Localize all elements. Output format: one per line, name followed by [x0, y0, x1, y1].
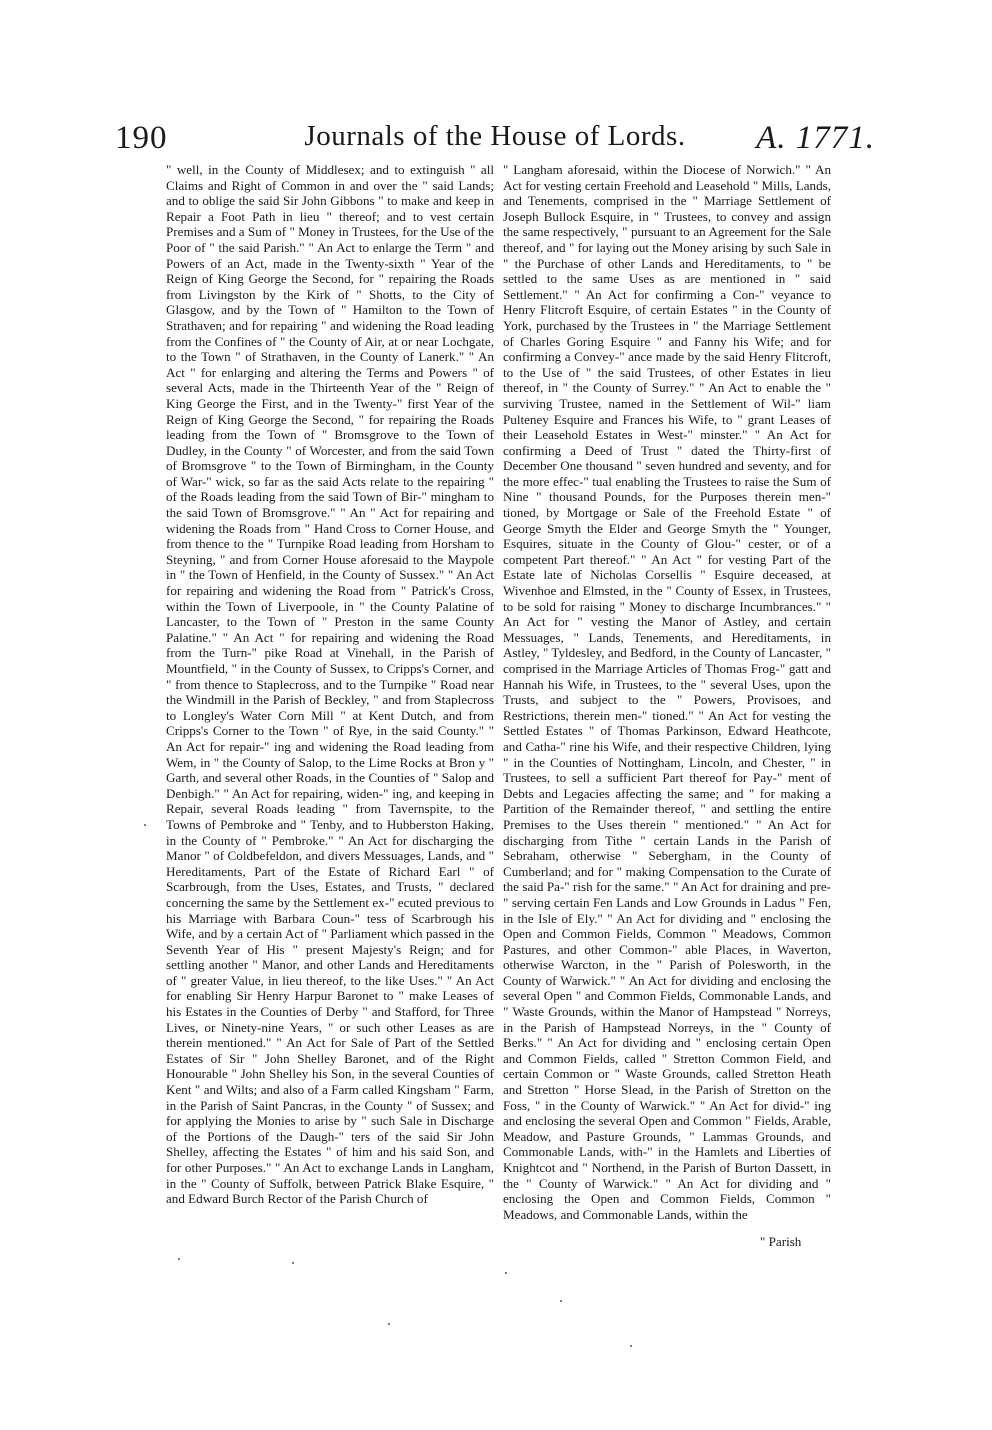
paper-speck [292, 1262, 294, 1264]
right-column-text: " Langham aforesaid, within the Diocese of Norwich." " An Act for vesting certain Freehold and Leasehold " Mills, Lands, and Tenements, comprised in the " Marriage Settlement of Joseph Bullock Esquire, in " Trustees, to convey and assign the same respectively, " pursuant to an Agreement for the Sale thereof, and " for laying out the Money arising by such Sale in " the Purchase of other Lands and Hereditaments, to " be settled to the same Uses as are mentioned in " said Settlement." " An Act for confirming a Con-" veyance to Henry Flitcroft Esquire, of certain Estates " in the County of York, purchased by the Trustees in " the Marriage Settlement of Charles Goring Esquire " and Fanny his Wife; and for confirming a Convey-" ance made by the said Henry Flitcroft, to the Use of " the said Trustees, of other Estates in lieu thereof, in " the County of Surrey." " An Act to enable the " surviving Trustee, named in the Settlement of Wil-" liam Pulteney Esquire and Frances his Wife, to " grant Leases of their Leasehold Estates in West-" minster." " An Act for confirming a Deed of Trust " dated the Thirty-first of December One thousand " seven hundred and seventy, and for the more effec-" tual enabling the Trustees to raise the Sum of Nine " thousand Pounds, for the Purposes therein men-" tioned, by Mortgage or Sale of the Freehold Estate " of George Smyth the Elder and George Smyth the " Younger, Esquires, situate in the County of Glou-" cester, or of a competent Part thereof." " An Act " for vesting Part of the Estate late of Nicholas Corsellis " Esquire deceased, at Wivenhoe and Elmsted, in the " County of Essex, in Trustees, to be sold for raising " Money to discharge Incumbrances." " An Act for " vesting the Manor of Astley, and certain Messuages, " Lands, Tenements, and Hereditaments, in Astley, " Tyldesley, and Bedford, in the County of Lancaster, " comprised in the Marriage Articles of Thomas Frog-" gatt and Hannah his Wife, in Trustees, to the " several Uses, upon the Trusts, and subject to the " Powers, Provisoes, and Restrictions, therein men-" tioned." " An Act for vesting the Settled Estates " of Thomas Parkinson, Edward Heathcote, and Catha-" rine his Wife, and their respective Children, lying " in the Counties of Nottingham, Lincoln, and Chester, " in Trustees, to sell a sufficient Part thereof for Pay-" ment of Debts and Legacies affecting the same; and " for making a Partition of the Remainder thereof, " and settling the entire Premises to the Uses therein " mentioned." " An Act for discharging from Tithe " certain Lands in the Parish of Sebraham, otherwise " Sebergham, in the County of Cumberland; and for " making Compensation to the Curate of the said Pa-" rish for the same." " An Act for draining and pre-" serving certain Fen Lands and Low Grounds in Ladus " Fen, in the Isle of Ely." " An Act for dividing and " enclosing the Open and Common Fields, Common " Meadows, Common Pastures, and other Common-" able Places, in Waverton, otherwise Warcton, in the " Parish of Polesworth, in the County of Warwick." " An Act for dividing and enclosing the several Open " and Common Fields, Commonable Lands, and " Waste Grounds, within the Manor of Hampstead " Norreys, in the Parish of Hampstead Norreys, in the " County of Berks." " An Act for dividing and " enclosing certain Open and Common Fields, called " Stretton Common Field, and certain Common or " Waste Grounds, called Stretton Heath and Stretton " Horse Slead, in the Parish of Stretton on the Foss, " in the County of Warwick." " An Act for divid-" ing and enclosing the several Open and Common " Fields, Arable, Meadow, and Pasture Grounds, " Lammas Grounds, and Commonable Lands, with-" in the Hamlets and Liberties of Knightcot and " Northend, in the Parish of Burton Dassett, in the " County of Warwick." " An Act for dividing and " enclosing the Open and Common Fields, Common " Meadows, and Commonable Lands, within the [503, 162, 831, 1222]
running-title: Journals of the House of Lords. [304, 120, 686, 152]
paper-speck [630, 1345, 632, 1347]
paper-speck [178, 1258, 180, 1260]
paper-speck [388, 1323, 390, 1325]
page-number: 190 [115, 120, 168, 156]
paper-speck [505, 1272, 507, 1274]
catchword: " Parish [760, 1234, 802, 1249]
paper-speck [144, 824, 146, 826]
paper-speck [560, 1300, 562, 1302]
left-column-text: " well, in the County of Middlesex; and to extinguish " all Claims and Right of Common in and over the " said Lands; and to oblige the said Sir John Gibbons " to make and keep in Repair a Foot Path in lieu " thereof; and to vest certain Premises and a Sum of " Money in Trustees, for the Use of the Poor of " the said Parish." " An Act to enlarge the Term " and Powers of an Act, made in the Twenty-sixth " Year of the Reign of King George the Second, for " repairing the Roads from Livingston by the Kirk of " Shotts, to the City of Glasgow, and by the Town of " Hamilton to the Town of Strathaven; and for repairing " and widening the Road leading from the Confines of " the County of Air, at or near Lochgate, to the Town " of Strathaven, in the County of Lanerk." " An Act " for enlarging and altering the Terms and Powers " of several Acts, made in the Thirteenth Year of the " Reign of King George the First, and in the Twenty-" first Year of the Reign of King George the Second, " for repairing the Roads leading from the Town of " Bromsgrove to the Town of Dudley, in the County " of Worcester, and from the said Town of Bromsgrove " to the Town of Birmingham, in the County of War-" wick, so far as the said Acts relate to the repairing " of the Roads leading from the said Town of Bir-" mingham to the said Town of Bromsgrove." " An " Act for repairing and widening the Roads from " Hand Cross to Corner House, and from thence to the " Turnpike Road leading from Horsham to Steyning, " and from Corner House aforesaid to the Maypole in " the Town of Henfield, in the County of Sussex." " An Act for repairing and widening the Road from " Patrick's Cross, within the Town of Liverpoole, in " the County Palatine of Lancaster, to the Town of " Preston in the same County Palatine." " An Act " for repairing and widening the Road from the Turn-" pike Road at Vinehall, in the Parish of Mountfield, " in the County of Sussex, to Cripps's Corner, and " from thence to Staplecross, and to the Turnpike " Road near the Windmill in the Parish of Beckley, " and from Staplecross to Longley's Water Corn Mill " at Kent Dutch, and from Cripps's Corner to the Town " of Rye, in the said County." " An Act for repair-" ing and widening the Road leading from Wem, in " the County of Salop, to the Lime Rocks at Bron y " Garth, and several other Roads, in the Counties of " Salop and Denbigh." " An Act for repairing, widen-" ing, and keeping in Repair, several Roads leading " from Tavernspite, to the Towns of Pembroke and " Tenby, and to Hubberston Haking, in the County of " Pembroke." " An Act for discharging the Manor " of Coldbefeldon, and divers Messuages, Lands, and " Hereditaments, Part of the Estate of Richard Earl " of Scarbrough, from the Uses, Estates, and Trusts, " declared concerning the same by the Settlement ex-" ecuted previous to his Marriage with Barbara Coun-" tess of Scarbrough his Wife, and by a certain Act of " Parliament which passed in the Seventh Year of His " present Majesty's Reign; and for settling another " Manor, and other Lands and Hereditaments of " greater Value, in lieu thereof, to the like Uses." " An Act for enabling Sir Henry Harpur Baronet to " make Leases of his Estates in the Counties of Derby " and Stafford, for Three Lives, or Ninety-nine Years, " or such other Leases as are therein mentioned." " An Act for Sale of Part of the Settled Estates of Sir " John Shelley Baronet, and of the Right Honourable " John Shelley his Son, in the several Counties of Kent " and Wilts; and also of a Farm called Kingsham " Farm, in the Parish of Saint Pancras, in the County " of Sussex; and for applying the Monies to arise by " such Sale in Discharge of the Portions of the Daugh-" ters of the said Sir John Shelley, affecting the Estates " of him and his said Son, and for other Purposes." " An Act to exchange Lands in Langham, in the " County of Suffolk, between Patrick Blake Esquire, " and Edward Burch Rector of the Parish Church of [166, 162, 494, 1207]
year-marker: A. 1771. [756, 120, 875, 156]
